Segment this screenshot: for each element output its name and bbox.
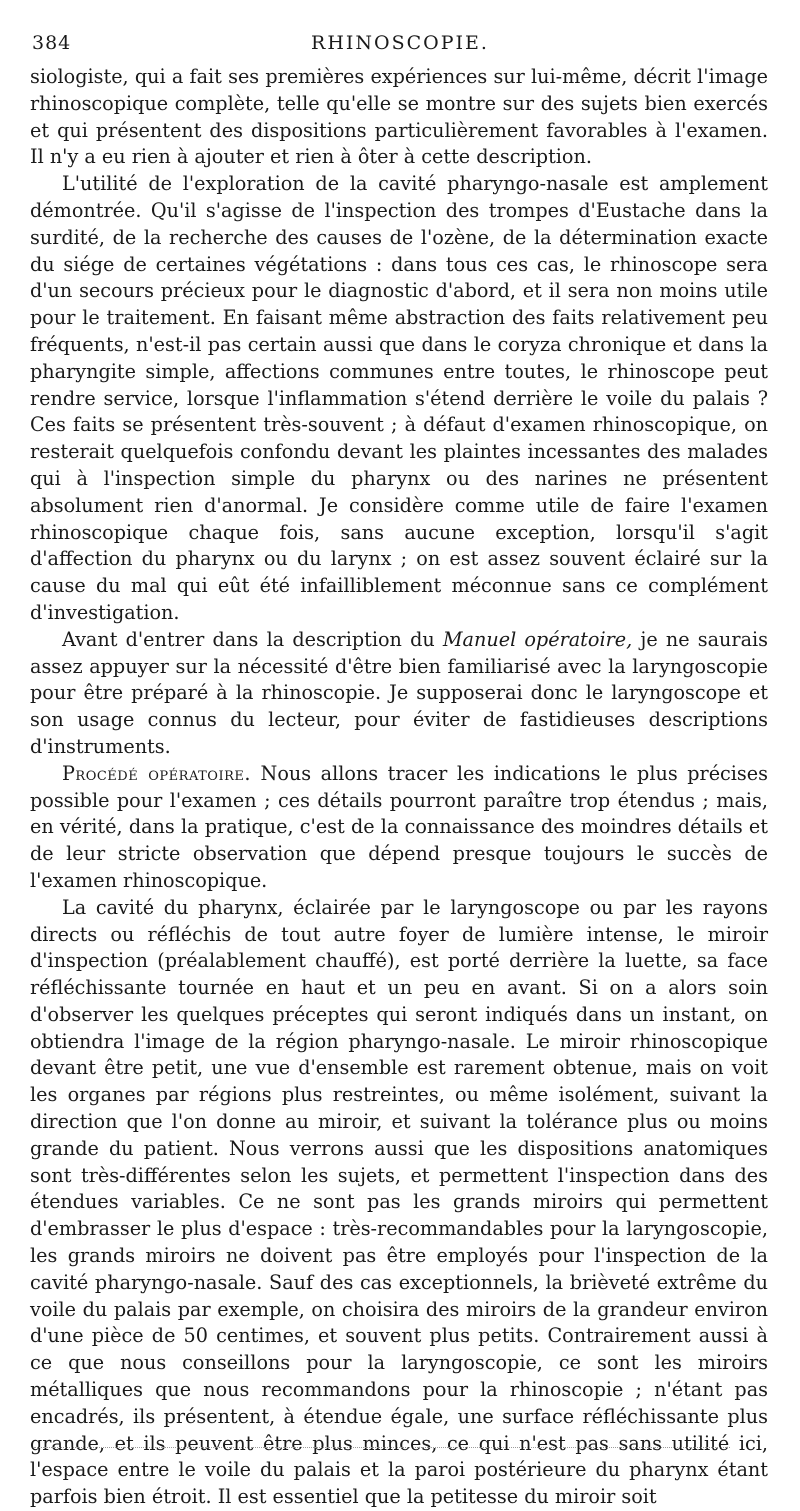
page-number: 384: [32, 32, 72, 54]
paragraph-manual-operatoire: [30, 627, 768, 761]
paragraph-text-after: je ne saurais assez appuyer sur la nécessité d'être bien familiarisé avec la laryngoscopie pour être préparé à la rhinoscopie. Je supposerai donc le laryngoscope et son usage connus du lecteur, pour éviter de fastidieuses descriptions d'instruments.: [30, 627, 768, 758]
running-head: [30, 30, 770, 56]
paragraph-continuation: siologiste, qui a fait ses premières expériences sur lui-même, décrit l'image rhinoscopique complète, telle qu'elle se montre sur des sujets bien exercés et qui présentent des dispositions particulièrement favorables à l'examen. Il n'y a eu rien à ajouter et rien à ôter à cette description.: [30, 65, 768, 169]
paragraph-text: Nous allons tracer les indications le plus précises possible pour l'examen ; ces détails pourront paraître trop étendus ; mais, en vérité, dans la pratique, c'est de la connaissance des moindres détails et de leur stricte observation que dépend presque toujours le succès de l'examen rhinoscopique.: [30, 761, 768, 892]
paragraph-cavite: La cavité du pharynx, éclairée par le laryngoscope ou par les rayons directs ou réfléchis de tout autre foyer de lumière intense, le miroir d'inspection (préalablement chauffé), est porté derrière la luette, sa face réfléchissante tournée en haut et un peu en avant. Si on a alors soin d'observer les quelques préceptes qui seront indiqués dans un instant, on obtiendra l'image de la région pharyngo-nasale. Le miroir rhinoscopique devant être petit, une vue d'ensemble est rarement obtenue, mais on voit les organes par régions plus restreintes, ou même isolément, suivant la direction que l'on donne au miroir, et suivant la tolérance plus ou moins grande du patient. Nous verrons aussi que les dispositions anatomiques sont très-différentes selon les sujets, et permettent l'inspection dans des étendues variables. Ce ne sont pas les grands miroirs qui permettent d'embrasser le plus d'espace : très-recommandables pour la laryngoscopie, les grands miroirs ne doivent pas être employés pour l'inspection de la cavité pharyngo-nasale. Sauf des cas exceptionnels, la brièveté extrême du voile du palais par exemple, on choisira des miroirs de la grandeur environ d'une pièce de 50 centimes, et souvent plus petits. Contrairement aussi à ce que nous conseillons pour la laryngoscopie, ce sont les miroirs métalliques que nous recommandons pour la rhinoscopie ; n'étant pas encadrés, ils présentent, à étendue égale, une surface réfléchissante plus grande, et ils peuvent être plus minces, ce qui n'est pas sans utilité ici, l'espace entre le voile du palais et la paroi postérieure du pharynx étant parfois bien étroit. Il est essentiel que la petitesse du miroir soit: [30, 895, 768, 1509]
footer-rule: [34, 1447, 730, 1448]
paragraph-text-before: Avant d'entrer dans la description du: [62, 627, 443, 651]
paragraph-procede: [30, 761, 768, 895]
section-heading: Procédé opératoire.: [62, 761, 251, 785]
italic-phrase: Manuel opératoire,: [442, 627, 633, 651]
body-text: [30, 64, 768, 1511]
paragraph-utility: L'utilité de l'exploration de la cavité pharyngo-nasale est amplement démontrée. Qu'il s'agisse de l'inspection des trompes d'Eustache dans la surdité, de la recherche des causes de l'ozène, de la détermination exacte du siége de certaines végétations : dans tous ces cas, le rhinoscope sera d'un secours précieux pour le diagnostic d'abord, et il sera non moins utile pour le traitement. En faisant même abstraction des faits relativement peu fréquents, n'est-il pas certain aussi que dans le coryza chronique et dans la pharyngite simple, affections communes entre toutes, le rhinoscope peut rendre service, lorsque l'inflammation s'étend derrière le voile du palais ? Ces faits se présentent très-souvent ; à défaut d'examen rhinoscopique, on resterait quelquefois confondu devant les plaintes incessantes des malades qui à l'inspection simple du pharynx ou des narines ne présentent absolument rien d'anormal. Je considère comme utile de faire l'examen rhinoscopique chaque fois, sans aucune exception, lorsqu'il s'agit d'affection du pharynx ou du larynx ; on est assez souvent éclairé sur la cause du mal qui eût été infailliblement méconnue sans ce complément d'investigation.: [30, 172, 768, 624]
running-title: RHINOSCOPIE.: [311, 32, 489, 54]
